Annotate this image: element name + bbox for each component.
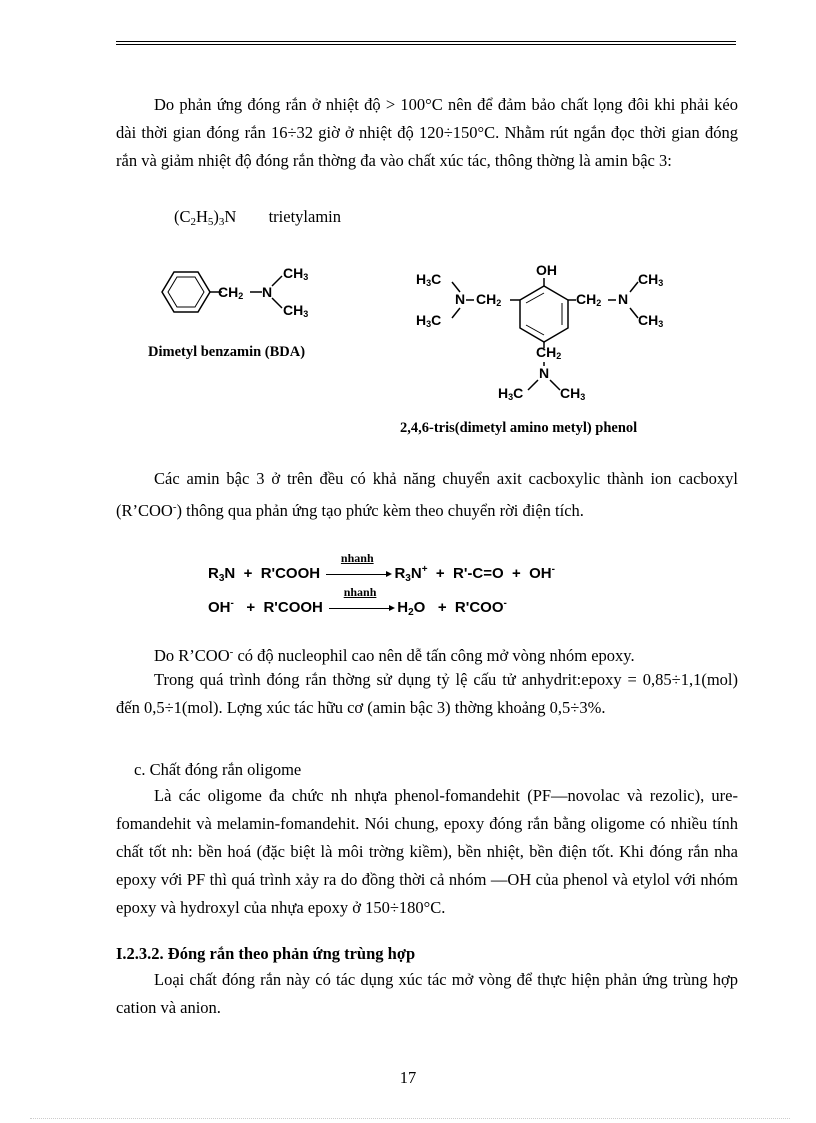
- phenol-h3c-bottom-left: $H_3C$: [416, 312, 442, 329]
- equation-1: $R_3N$ + R'COOH nhanh $R_3N^+ + R'-C=O + OH^-$: [208, 551, 555, 584]
- phenol-oh: OH: [536, 262, 557, 278]
- header-rule-2: [116, 44, 736, 45]
- bda-ch3-bottom: $CH_3$: [283, 302, 309, 319]
- footer-rule: [30, 1118, 790, 1119]
- arrow-icon: nhanh: [327, 599, 393, 616]
- header-rule: [116, 41, 736, 42]
- paragraph-6: Là các oligome đa chức nh nhựa phenol-fomandehit (PF—novolac và rezolic), ure-fomandehit và melamin-fomandehit. Nói chung, epoxy đóng rắn bằng oligome có nhiều tính chất tốt nh: bền hoá (đặc biệt là môi trờng kiềm), bền nhiệt, bền điện tốt. Khi đóng rắn nha epoxy với PF thì quá trình xảy ra do đồng thời cả nhóm —OH của phenol và etylol với nhóm epoxy và hydroxyl của nhựa epoxy ở 150÷180°C.: [116, 786, 738, 917]
- phenol-h3c-bottom: $H_3C$: [498, 385, 524, 402]
- phenol-n-left: N: [455, 291, 466, 307]
- paragraph-3: Do R’COO- có độ nucleophil cao nên dễ tấn công mở vòng nhóm epoxy.: [154, 646, 635, 665]
- section-c-label: c. Chất đóng rắn oligome: [134, 760, 302, 779]
- page-number: 17: [399, 1068, 417, 1087]
- amine-formula: $(C_2H_5)_3N$ trietylamin: [174, 207, 341, 228]
- paragraph-1: Do phản ứng đóng rắn ở nhiệt độ > 100°C nên để đảm bảo chất lọng đôi khi phải kéo dài thời gian đóng rắn 16÷32 giờ ở nhiệt độ 120÷150°C. Nhằm rút ngắn đọc thời gian đóng rắn và giảm nhiệt độ đóng rắn thờng đa vào chất xúc tác, thông thờng là amin bậc 3:: [116, 95, 738, 170]
- phenol-ch3-bottom-right: $CH_3$: [638, 312, 664, 329]
- amine-name: trietylamin: [268, 207, 341, 226]
- arrow-icon: nhanh: [324, 565, 390, 582]
- phenol-ch2-bottom: $CH_2$: [536, 344, 562, 361]
- phenol-h3c-top-left: $H_3C$: [416, 271, 442, 288]
- phenol-n-bottom: N: [539, 365, 550, 381]
- section-heading: I.2.3.2. Đóng rắn theo phản ứng trùng hợp: [116, 944, 416, 963]
- bda-caption: Dimetyl benzamin (BDA): [148, 344, 306, 360]
- bda-n: N: [262, 284, 273, 300]
- phenol-ch2-right: $CH_2$: [576, 291, 602, 308]
- phenol-ch3-top-right: $CH_3$: [638, 271, 664, 288]
- phenol-caption: 2,4,6-tris(dimetyl amino metyl) phenol: [400, 420, 638, 436]
- phenol-ch3-bottom: $CH_3$: [560, 385, 586, 402]
- paragraph-2: Các amin bậc 3 ở trên đều có khả năng chuyển axit cacboxylic thành ion cacboxyl (R’COO-) thông qua phản ứng tạo phức kèm theo chuyển rời điện tích.: [116, 469, 738, 520]
- equation-2: OH- + R'COOH nhanh $H_2O$ + R'COO-: [208, 585, 507, 618]
- bda-ch2: $CH_2$: [218, 284, 244, 301]
- phenol-n-right: N: [618, 291, 629, 307]
- phenol-ch2-left: $CH_2$: [476, 291, 502, 308]
- paragraph-7: Loại chất đóng rắn này có tác dụng xúc tác mở vòng để thực hiện phản ứng trùng hợp cation và anion.: [116, 970, 738, 1017]
- bda-ch3-top: $CH_3$: [283, 265, 309, 282]
- paragraph-4: Trong quá trình đóng rắn thờng sử dụng tỷ lệ cấu tử anhydrit:epoxy = 0,85÷1,1(mol) đến 0,5÷1(mol). Lợng xúc tác hữu cơ (amin bậc 3) thờng khoảng 0,5÷3%.: [116, 670, 738, 717]
